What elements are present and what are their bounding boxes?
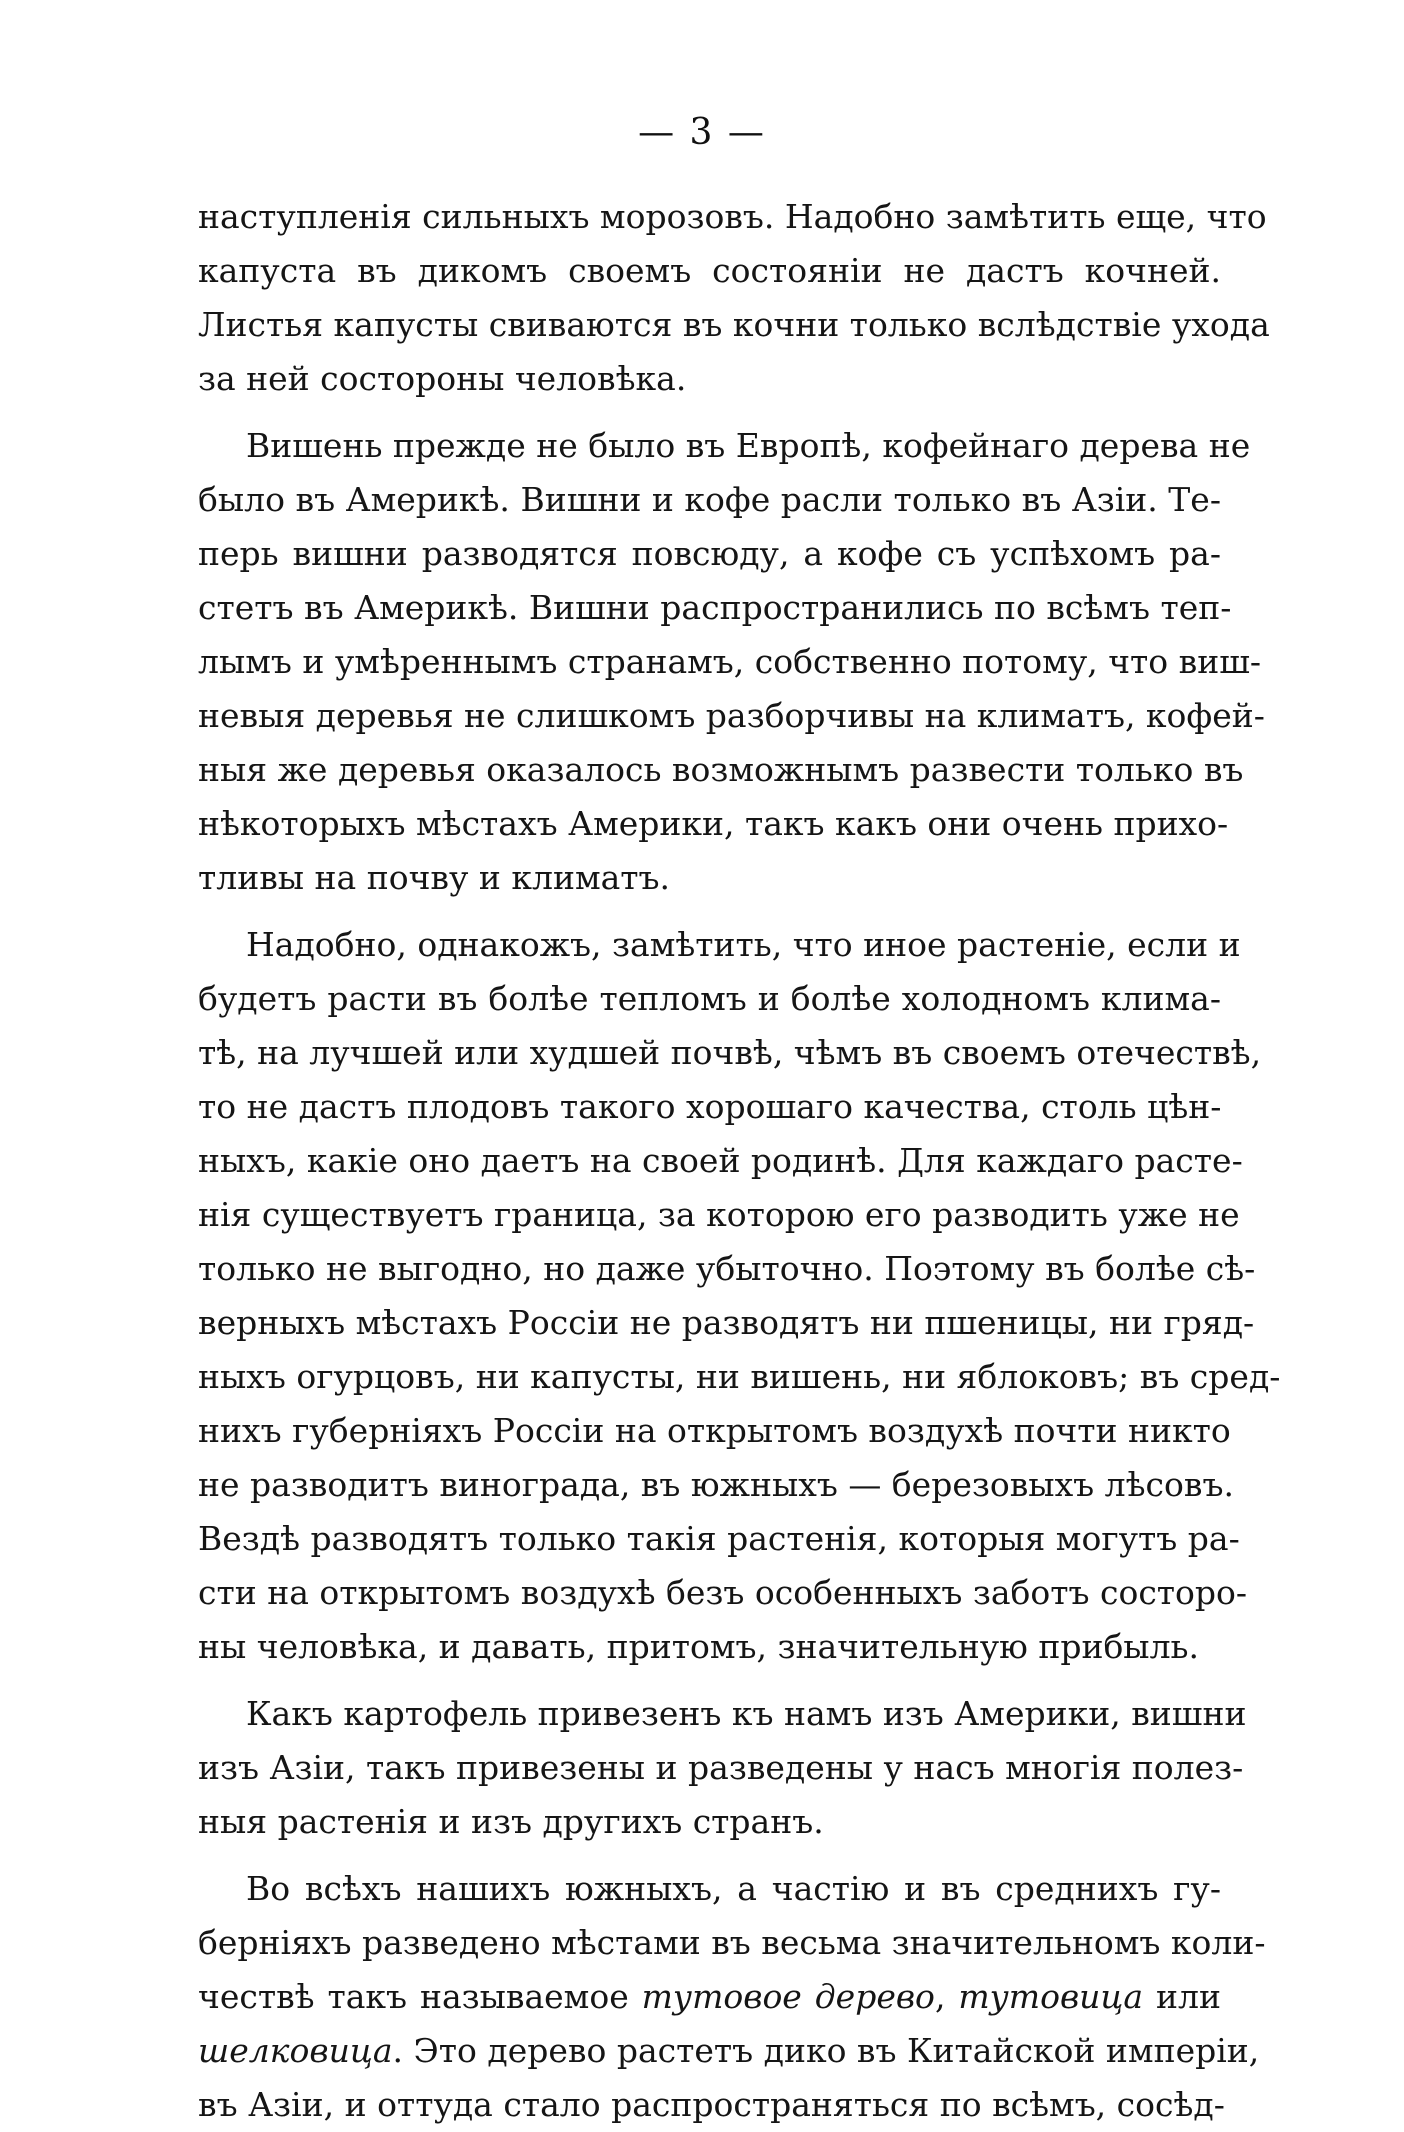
text-run: или <box>1143 1977 1221 2016</box>
text-line: нѣкоторыхъ мѣстахъ Америки, такъ какъ они очень прихо- <box>198 804 1229 843</box>
text-line: перь вишни разводятся повсюду, а кофе съ успѣхомъ ра- <box>198 534 1221 573</box>
paragraph-2 <box>198 419 1265 905</box>
text-line: верныхъ мѣстахъ Россіи не разводятъ ни пшеницы, ни гряд- <box>198 1303 1255 1342</box>
text-line: ныя растенія и изъ другихъ странъ. <box>198 1802 824 1841</box>
text-line: Вишень прежде не было въ Европѣ, кофейнаго дерева не <box>246 426 1251 465</box>
text-line: ныя же деревья оказалось возможнымъ развести только въ <box>198 750 1244 789</box>
page-number: — 3 — <box>638 112 766 153</box>
text-line-with-terms <box>198 2024 1260 2078</box>
text-line: Листья капусты свиваются въ кочни только вслѣдствіе ухода <box>198 305 1270 344</box>
italic-term: тутовица <box>958 1977 1144 2016</box>
text-run: . Это дерево растетъ дико въ Китайской имперіи, <box>392 2031 1260 2070</box>
text-line: капуста въ дикомъ своемъ состояніи не дастъ кочней. <box>198 251 1221 290</box>
text-line: то не дастъ плодовъ такого хорошаго качества, столь цѣн- <box>198 1087 1222 1126</box>
italic-term: тутовое дерево <box>641 1977 935 2016</box>
text-line: изъ Азіи, такъ привезены и разведены у насъ многія полез- <box>198 1748 1244 1787</box>
text-line: было въ Америкѣ. Вишни и кофе расли только въ Азіи. Те- <box>198 480 1221 519</box>
text-line: Надобно, однакожъ, замѣтить, что иное растеніе, если и <box>246 925 1241 964</box>
body-text <box>198 190 1281 2132</box>
text-line: въ Азіи, и оттуда стало распространяться по всѣмъ, сосѣд- <box>198 2085 1225 2124</box>
paragraph-1 <box>198 190 1270 406</box>
text-line: будетъ расти въ болѣе тепломъ и болѣе холодномъ клима- <box>198 979 1221 1018</box>
text-line: нихъ губерніяхъ Россіи на открытомъ воздухѣ почти никто <box>198 1411 1231 1450</box>
text-line: сти на открытомъ воздухѣ безъ особенныхъ заботъ состоро- <box>198 1573 1248 1612</box>
text-line: тѣ, на лучшей или худшей почвѣ, чѣмъ въ своемъ отечествѣ, <box>198 1033 1262 1072</box>
text-line-with-terms <box>198 1970 1221 2024</box>
text-line: нія существуетъ граница, за которою его разводить уже не <box>198 1195 1240 1234</box>
text-line: ны человѣка, и давать, притомъ, значительную прибыль. <box>198 1627 1199 1666</box>
text-line: берніяхъ разведено мѣстами въ весьма значительномъ коли- <box>198 1923 1266 1962</box>
paragraph-5 <box>198 1862 1266 2132</box>
text-line: Вездѣ разводятъ только такія растенія, которыя могутъ ра- <box>198 1519 1240 1558</box>
italic-term: шелковица <box>198 2031 393 2070</box>
paragraph-4 <box>198 1687 1247 1849</box>
text-run: чествѣ такъ называемое <box>198 1977 642 2016</box>
text-run: , <box>934 1977 959 2016</box>
paragraph-3 <box>198 918 1281 1674</box>
text-line: тливы на почву и климатъ. <box>198 858 671 897</box>
text-line: Какъ картофель привезенъ къ намъ изъ Америки, вишни <box>246 1694 1247 1733</box>
text-line: лымъ и умѣреннымъ странамъ, собственно потому, что виш- <box>198 642 1262 681</box>
text-line: только не выгодно, но даже убыточно. Поэтому въ болѣе сѣ- <box>198 1249 1256 1288</box>
text-line: за ней состороны человѣка. <box>198 359 687 398</box>
text-line: невыя деревья не слишкомъ разборчивы на климатъ, кофей- <box>198 696 1265 735</box>
text-line: Во всѣхъ нашихъ южныхъ, а частію и въ среднихъ гу- <box>246 1869 1221 1908</box>
text-line: стетъ въ Америкѣ. Вишни распространились по всѣмъ теп- <box>198 588 1232 627</box>
text-line: ныхъ огурцовъ, ни капусты, ни вишень, ни яблоковъ; въ сред- <box>198 1357 1281 1396</box>
text-line: не разводитъ винограда, въ южныхъ — березовыхъ лѣсовъ. <box>198 1465 1234 1504</box>
text-line: ныхъ, какіе оно даетъ на своей родинѣ. Для каждаго расте- <box>198 1141 1243 1180</box>
text-line: наступленія сильныхъ морозовъ. Надобно замѣтить еще, что <box>198 197 1267 236</box>
